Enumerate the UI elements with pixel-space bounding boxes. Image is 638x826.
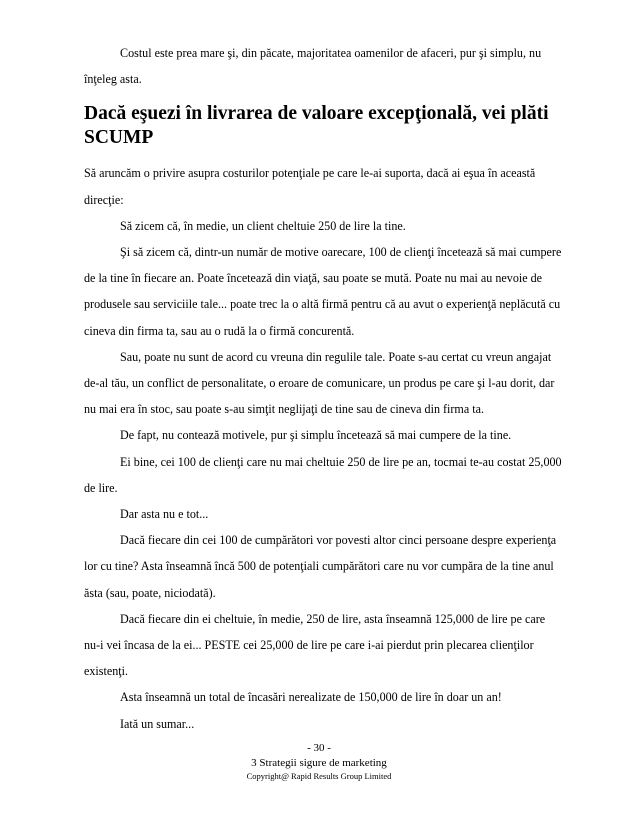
- body-paragraph: Dacă fiecare din cei 100 de cumpărători vor povesti altor cinci persoane despre experienţa lor cu tine? Asta înseamnă încă 500 de potenţiali cumpărători care nu vor cumpăra de la tine anul ăsta (sau, poate, niciodată).: [84, 533, 557, 600]
- intro-paragraph: Costul este prea mare şi, din păcate, majoritatea oamenilor de afaceri, pur şi simplu, nu înţeleg asta.: [84, 46, 542, 87]
- body-paragraph: Şi să zicem că, dintr-un număr de motive oarecare, 100 de clienţi încetează să mai cumpere de la tine în fiecare an. Poate încetează din viaţă, sau poate se mută. Poate nu mai au nevoie de produsele sau serviciile tale... poate trec la o altă firmă pentru că au avut o experienţă neplăcută cu cineva din firma ta, sau au o rudă la o firmă concurentă.: [84, 245, 562, 338]
- section-heading: Dacă eşuezi în livrarea de valoare excepţională, vei plăti SCUMP: [84, 103, 549, 149]
- footer-copyright: Copyright@ Rapid Results Group Limited: [246, 771, 392, 781]
- body-paragraph: Ei bine, cei 100 de clienţi care nu mai cheltuie 250 de lire pe an, tocmai te-au costat 25,000 de lire.: [84, 454, 562, 495]
- body-paragraph: Să zicem că, în medie, un client cheltuie 250 de lire la tine.: [120, 218, 406, 233]
- body-paragraph: De fapt, nu contează motivele, pur şi simplu încetează să mai cumpere de la tine.: [120, 428, 512, 443]
- body-paragraph: Asta înseamnă un total de încasări nerealizate de 150,000 de lire în doar un an!: [120, 690, 502, 705]
- body-paragraph: Dacă fiecare din ei cheltuie, în medie, 250 de lire, asta înseamnă 125,000 de lire pe care nu-i vei încasa de la ei... PESTE cei 25,000 de lire pe care i-ai pierdut prin plecarea clienţilor existenţi.: [84, 611, 546, 679]
- body-paragraph: Să aruncăm o privire asupra costurilor potenţiale pe care le-ai suporta, dacă ai eşua în această direcţie:: [84, 166, 536, 207]
- body-paragraph: Sau, poate nu sunt de acord cu vreuna din regulile tale. Poate s-au certat cu vreun angajat de-al tău, un conflict de personalitate, o eroare de comunicare, un produs pe care şi l-au dorit, dar nu mai era în stoc, sau poate s-au simţit neglijaţi de tine sau de cineva din firma ta.: [84, 349, 555, 417]
- body-paragraph: Dar asta nu e tot...: [120, 507, 209, 522]
- body-paragraph: Iată un sumar...: [120, 716, 195, 731]
- page-number: - 30 -: [307, 742, 331, 754]
- footer-book-title: 3 Strategii sigure de marketing: [251, 757, 387, 769]
- page-content: [84, 40, 564, 737]
